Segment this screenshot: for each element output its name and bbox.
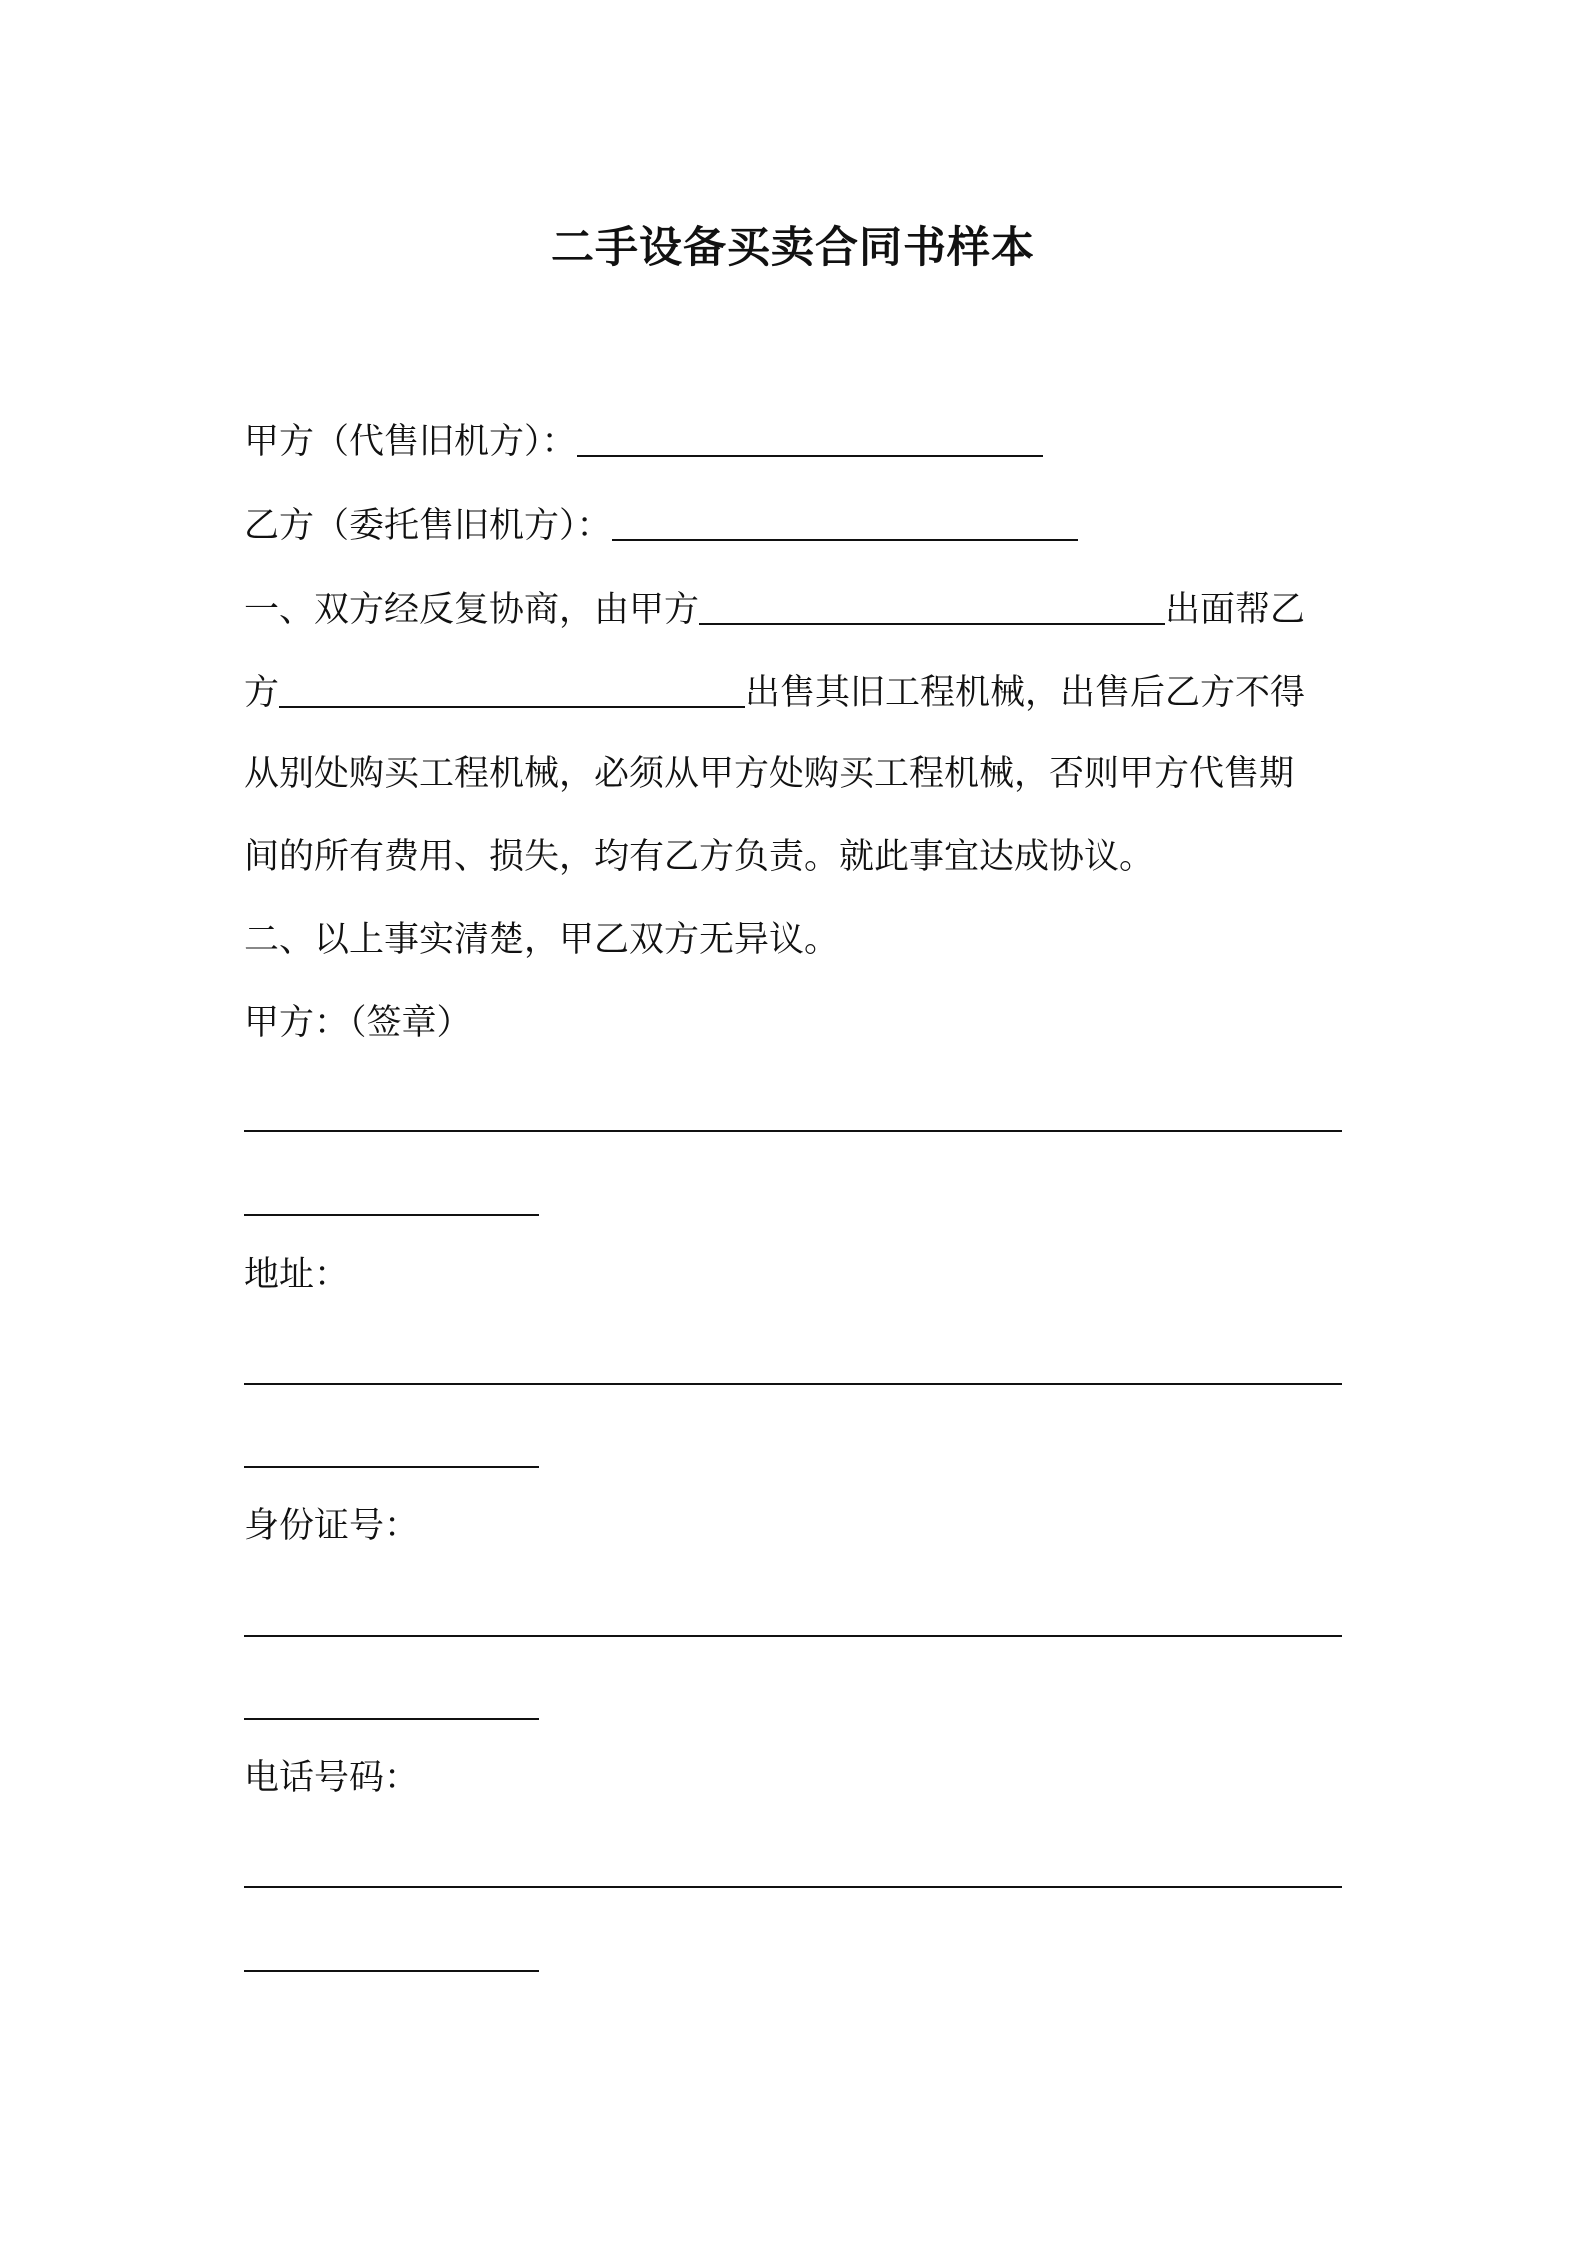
clause1-line2-suffix: 出售其旧工程机械，出售后乙方不得 [745, 673, 1306, 713]
party-b-line [244, 503, 1078, 549]
party-b-label: 乙方（委托售旧机方）： [244, 506, 612, 546]
address-label: 地址： [244, 1255, 350, 1295]
phone-label: 电话号码： [244, 1758, 420, 1798]
clause1-blank-2[interactable] [279, 676, 745, 708]
address-blank-line-1[interactable] [244, 1383, 1342, 1385]
party-b-blank[interactable] [612, 509, 1078, 541]
clause1-line2 [244, 670, 1305, 716]
clause1-line2-prefix: 方 [244, 673, 280, 713]
signature-blank-line-1[interactable] [244, 1130, 1342, 1132]
clause1-line3: 从别处购买工程机械，必须从甲方处购买工程机械，否则甲方代售期 [244, 754, 1295, 794]
clause1-blank-1[interactable] [699, 593, 1165, 625]
party-a-line [244, 419, 1043, 465]
signature-blank-line-2[interactable] [244, 1214, 539, 1216]
id-number-blank-line-1[interactable] [244, 1635, 1342, 1637]
id-number-label: 身份证号： [244, 1506, 420, 1546]
clause1-line4: 间的所有费用、损失，均有乙方负责。就此事宜达成协议。 [244, 837, 1155, 877]
phone-blank-line-1[interactable] [244, 1886, 1342, 1888]
phone-blank-line-2[interactable] [244, 1970, 539, 1972]
clause1-line1 [244, 587, 1305, 633]
signature-label: 甲方：（签章） [244, 1003, 472, 1043]
clause1-line1-prefix: 一、双方经反复协商，由甲方 [244, 590, 700, 630]
document-title: 二手设备买卖合同书样本 [551, 223, 1035, 273]
party-a-blank[interactable] [577, 425, 1043, 457]
clause1-line1-suffix: 出面帮乙 [1165, 590, 1306, 630]
id-number-blank-line-2[interactable] [244, 1718, 539, 1720]
party-a-label: 甲方（代售旧机方）： [244, 422, 577, 462]
clause2-line: 二、以上事实清楚，甲乙双方无异议。 [244, 920, 840, 960]
address-blank-line-2[interactable] [244, 1466, 539, 1468]
